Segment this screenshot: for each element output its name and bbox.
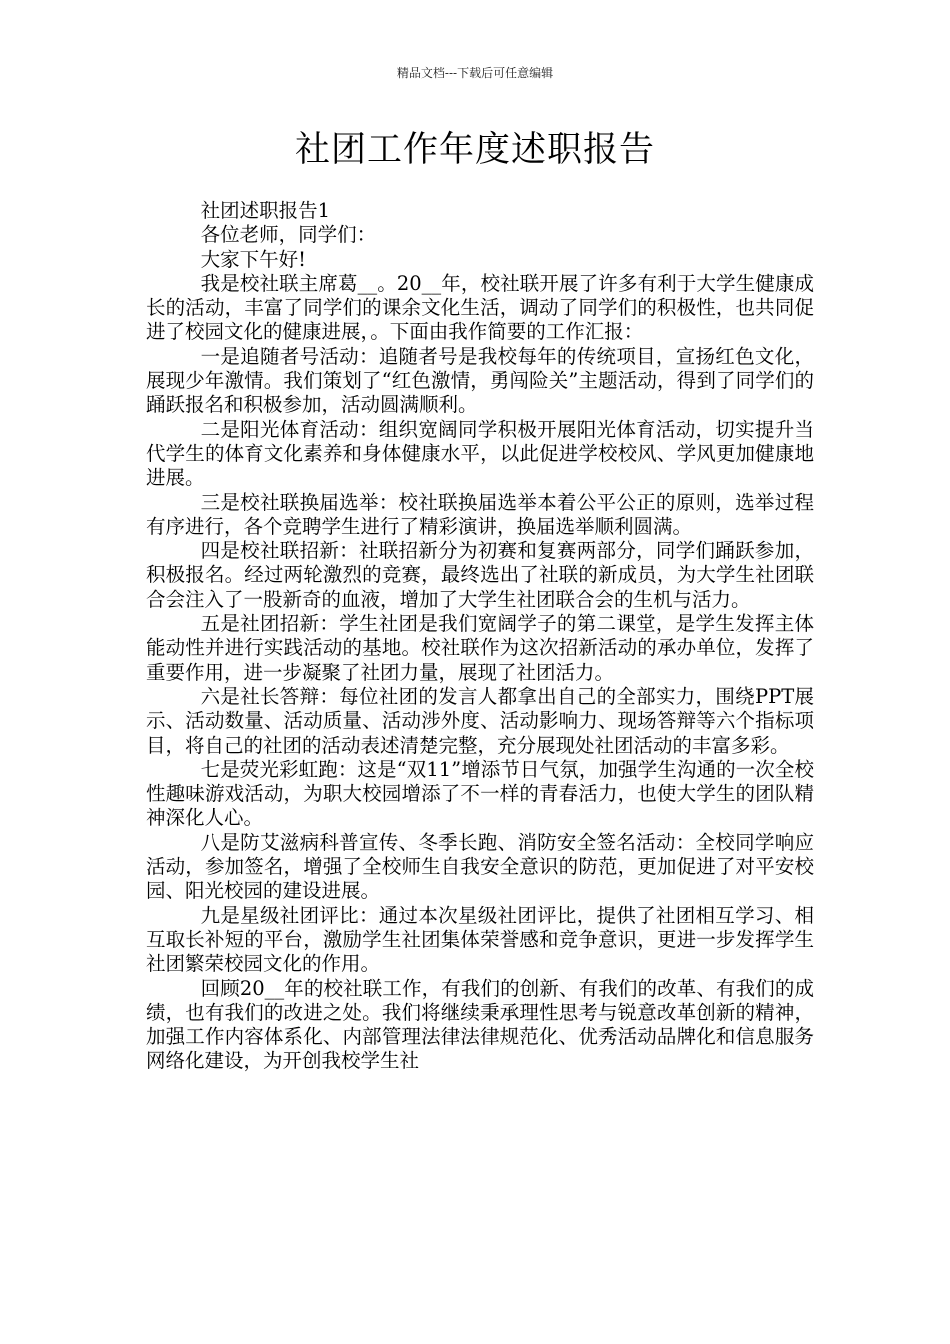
paragraph-salutation: 各位老师，同学们： xyxy=(200,223,377,247)
paragraph-item-2: 二是阳光体育活动：组织宽阔同学积极开展阳光体育活动，切实提升当代学生的体育文化素养和身体健康水平，以此促进学校校风、学风更加健康地进展。 xyxy=(146,417,814,490)
document-body xyxy=(146,199,814,1074)
paragraph-report-label: 社团述职报告1 xyxy=(200,199,331,222)
paragraph-item-3: 三是校社联换届选举：校社联换届选举本着公平公正的原则，选举过程有序进行，各个竞聘学生进行了精彩演讲，换届选举顺利圆满。 xyxy=(146,490,814,538)
paragraph-intro: 我是校社联主席葛__。20__年，校社联开展了许多有利于大学生健康成长的活动，丰富了同学们的课余文化生活，调动了同学们的积极性，也共同促进了校园文化的健康进展，。下面由我作简要的工作汇报： xyxy=(146,271,814,344)
paragraph-item-8: 八是防艾滋病科普宣传、冬季长跑、消防安全签名活动：全校同学响应活动，参加签名，增强了全校师生自我安全意识的防范，更加促进了对平安校园、阳光校园的建设进展。 xyxy=(146,830,814,903)
paragraph-item-6: 六是社长答辩：每位社团的发言人都拿出自己的全部实力，围绕PPT展示、活动数量、活动质量、活动涉外度、活动影响力、现场答辩等六个指标项目，将自己的社团的活动表述清楚完整，充分展现处社团活动的丰富多彩。 xyxy=(146,684,814,757)
paragraph-item-5: 五是社团招新：学生社团是我们宽阔学子的第二课堂，是学生发挥主体能动性并进行实践活动的基地。校社联作为这次招新活动的承办单位，发挥了重要作用，进一步凝聚了社团力量，展现了社团活力。 xyxy=(146,612,814,684)
paragraph-item-4: 四是校社联招新：社联招新分为初赛和复赛两部分，同学们踊跃参加，积极报名。经过两轮激烈的竞赛，最终选出了社联的新成员，为大学生社团联合会注入了一股新奇的血液，增加了大学生社团联合会的生机与活力。 xyxy=(146,539,814,611)
document-title: 社团工作年度述职报告 xyxy=(294,130,655,170)
paragraph-item-1: 一是追随者号活动：追随者号是我校每年的传统项目，宣扬红色文化，展现少年激情。我们策划了“红色激情，勇闯险关”主题活动，得到了同学们的踊跃报名和积极参加，活动圆满顺利。 xyxy=(146,344,814,417)
paragraph-review: 回顾20__年的校社联工作，有我们的创新、有我们的改革、有我们的成绩，也有我们的改进之处。我们将继续秉承理性思考与锐意改革创新的精神，加强工作内容体系化、内部管理法律法律规范化、优秀活动品牌化和信息服务网络化建设，为开创我校学生社 xyxy=(146,976,814,1073)
paragraph-item-9: 九是星级社团评比：通过本次星级社团评比，提供了社团相互学习、相互取长补短的平台，激励学生社团集体荣誉感和竞争意识，更进一步发挥学生社团繁荣校园文化的作用。 xyxy=(146,903,814,976)
paragraph-item-7: 七是荧光彩虹跑：这是“双11”增添节日气氛，加强学生沟通的一次全校性趣味游戏活动，为职大校园增添了不一样的青春活力，也使大学生的团队精神深化人心。 xyxy=(146,757,814,830)
page-header-note: 精品文档---下载后可任意编辑 xyxy=(396,66,554,80)
paragraph-greeting: 大家下午好! xyxy=(200,247,306,271)
